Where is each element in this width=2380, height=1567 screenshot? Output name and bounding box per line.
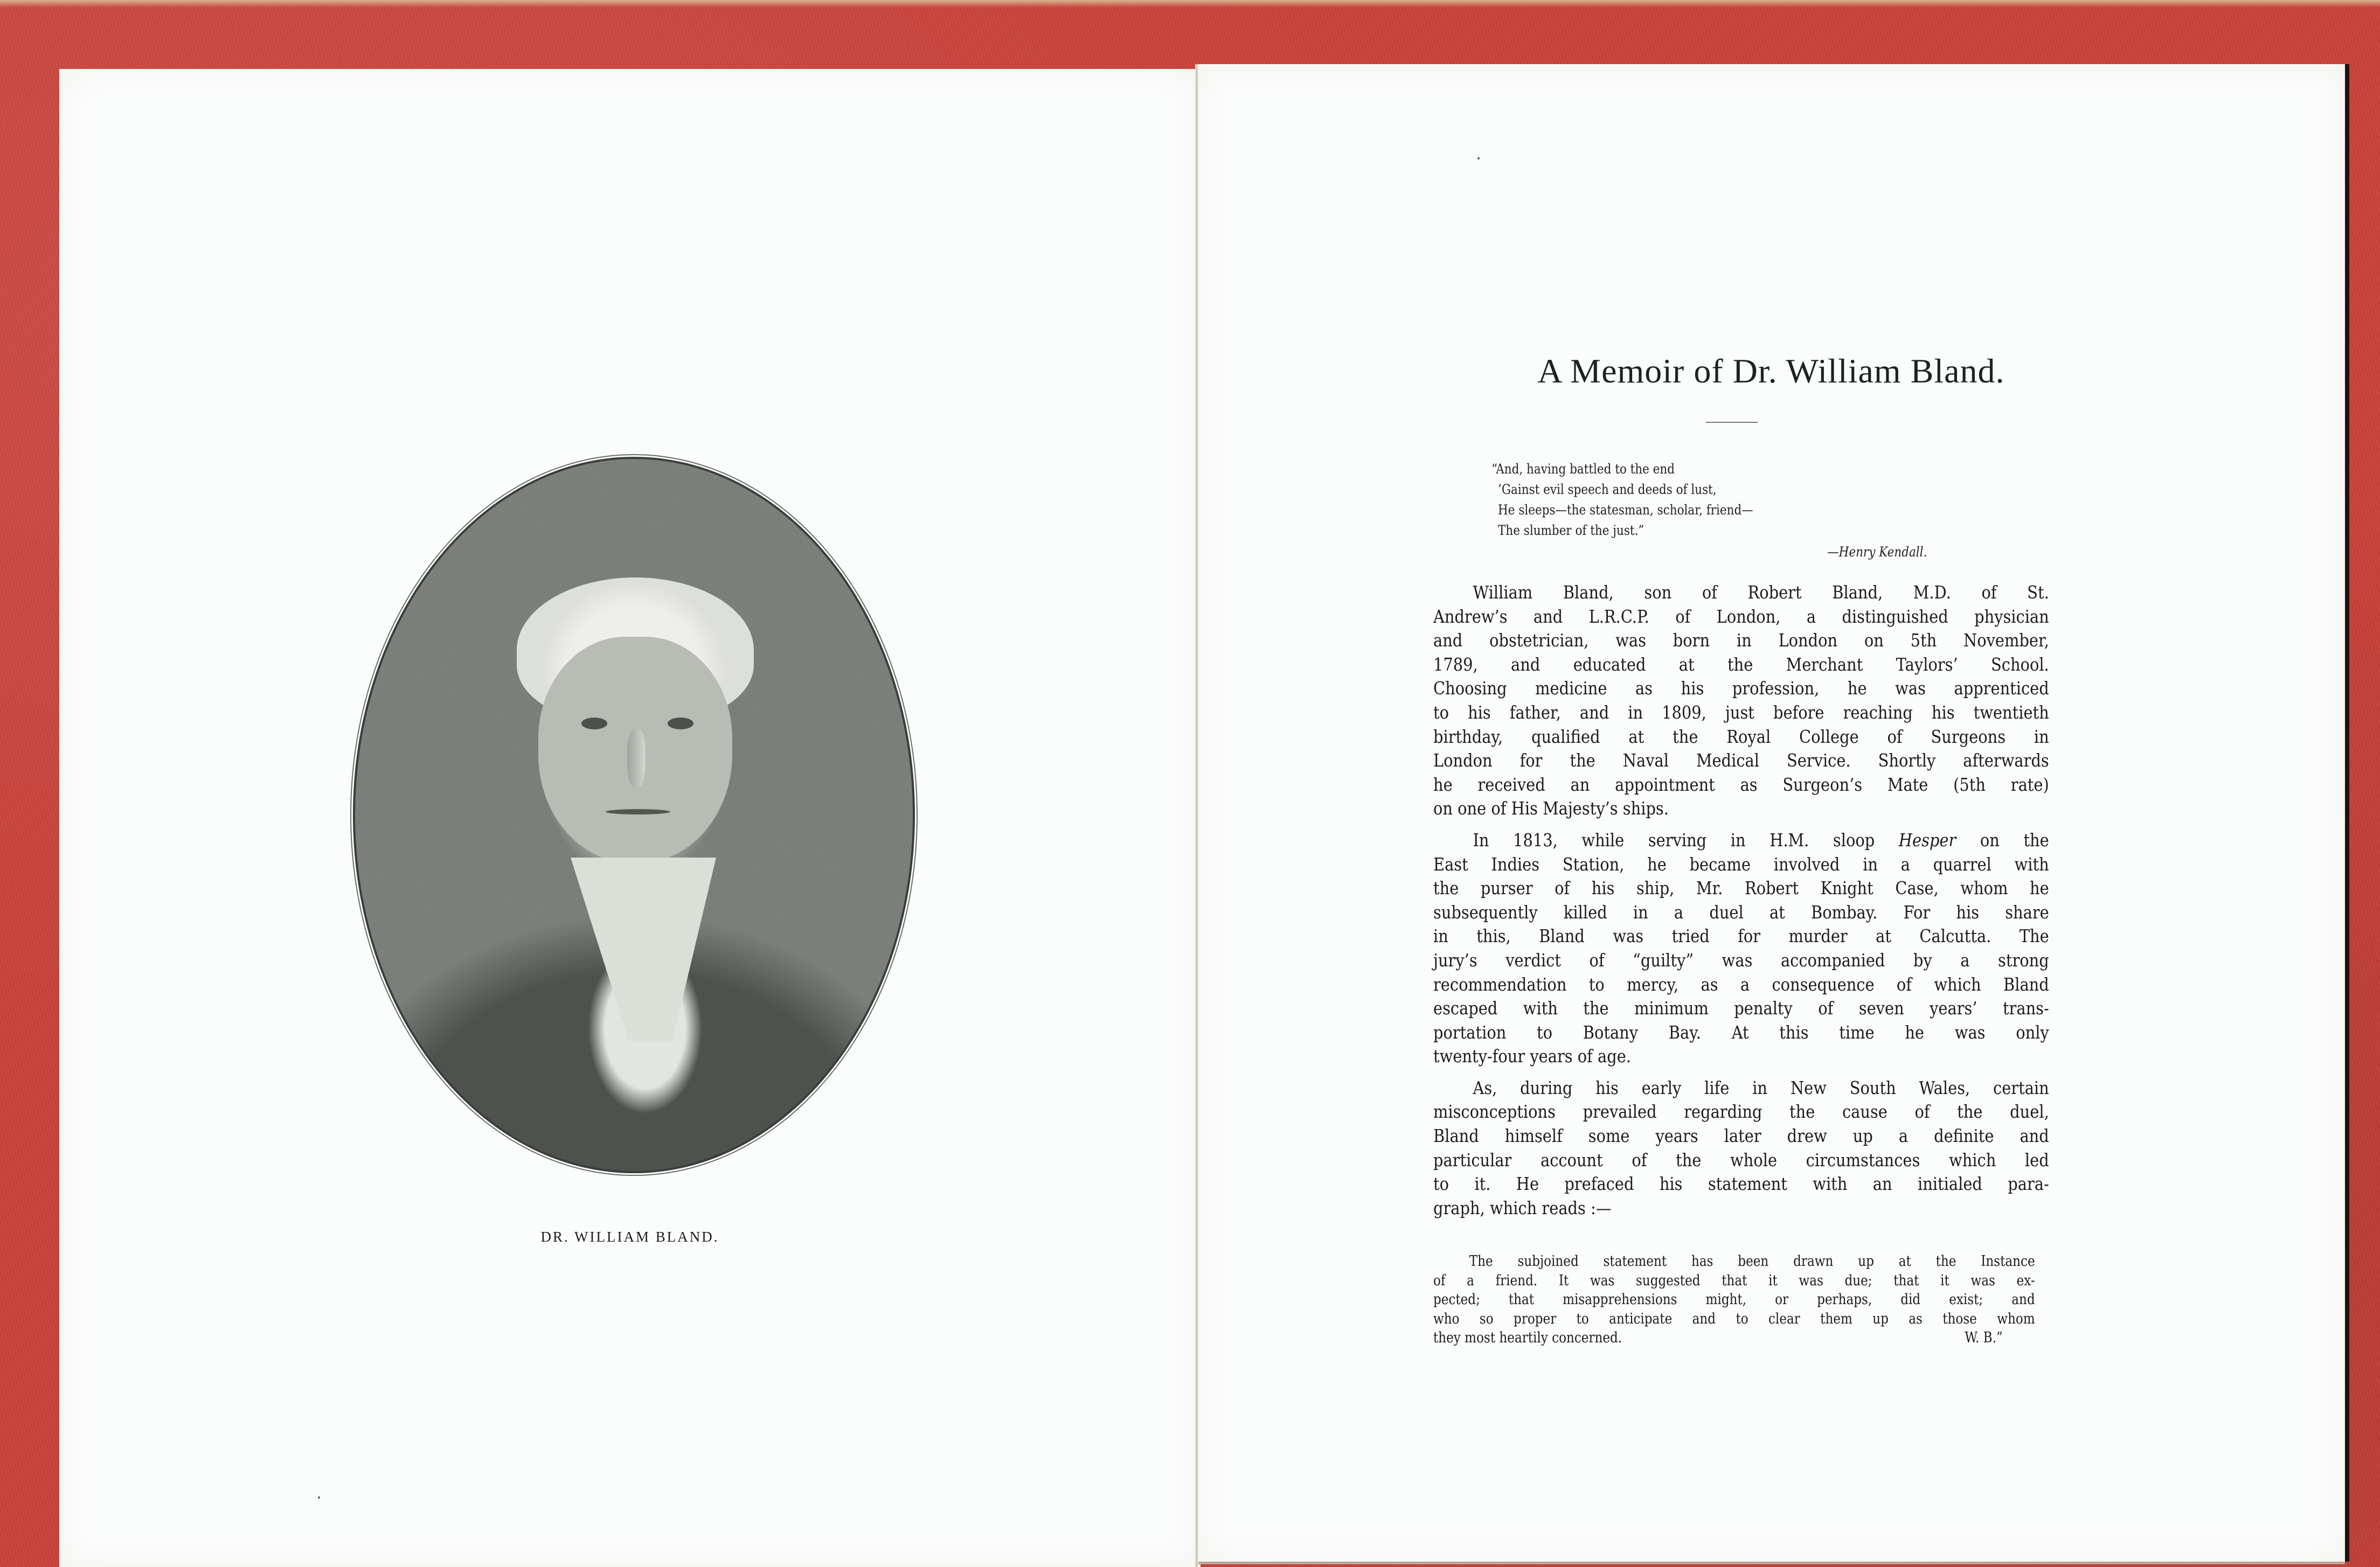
text-line: twenty-four years of age. [1433,1046,1631,1067]
paper-speck [318,1496,320,1499]
paper-speck [1477,157,1480,159]
portrait-collar [571,858,716,1041]
text-line: of a friend. It was suggested that it was due; that it was ex- [1433,1272,2035,1289]
text-line: in this, Bland was tried for murder at Calcutta. The [1433,925,2049,947]
portrait-nose [627,728,646,788]
portrait-eye-right [668,718,693,729]
text-line: Bland himself some years later drew up a definite and [1433,1125,2049,1147]
epigraph-attribution: —Henry Kendall. [1827,544,1927,560]
text-line: misconceptions prevailed regarding the cause of the duel, [1433,1101,2049,1123]
text-line: William Bland, son of Robert Bland, M.D. of St. [1473,582,2049,603]
title-divider [1706,422,1758,423]
text-line: particular account of the whole circumstances which led [1433,1149,2049,1171]
signature: W. B.” [1965,1329,2003,1346]
text-line: who so proper to anticipate and to clear them up as those whom [1433,1310,2035,1327]
text-line: Andrew’s and L.R.C.P. of London, a distinguished physician [1433,605,2049,627]
text-line: graph, which reads :— [1433,1197,1612,1218]
portrait-image [353,457,915,1173]
portrait-mouth [606,809,670,814]
text-line [1433,828,2049,853]
text-line: and obstetrician, was born in London on 5th November, [1433,630,2049,651]
text-line: to his father, and in 1809, just before reaching his twentieth [1433,701,2049,723]
text-line: jury’s verdict of “guilty” was accompanied by a strong [1433,949,2049,971]
text-line: birthday, qualified at the Royal College of Surgeons in [1433,726,2049,747]
text-line: 1789, and educated at the Merchant Taylors’ School. [1433,653,2049,675]
text-line: to it. He prefaced his statement with an initialed para- [1433,1173,2049,1195]
text-line: As, during his early life in New South Wales, certain [1473,1077,2049,1098]
quoted-statement [1433,1252,2035,1348]
paragraph-3 [1433,1076,2049,1221]
portrait-caption: DR. WILLIAM BLAND. [540,1229,719,1245]
text-line: The subjoined statement has been drawn up at the Instance [1469,1253,2035,1270]
memoir-body [1433,581,2049,1228]
text-line: London for the Naval Medical Service. Shortly afterwards [1433,750,2049,771]
epigraph-line: The slumber of the just.” [1498,523,1645,538]
text-line: escaped with the minimum penalty of seven years’ trans- [1433,998,2049,1019]
epigraph-line: He sleeps—the statesman, scholar, friend— [1498,502,1753,518]
text-line: subsequently killed in a duel at Bombay. For his share [1433,901,2049,923]
text-fragment: they most heartily concerned. [1433,1329,1622,1346]
paragraph-2 [1433,828,2049,1069]
epigraph-line: ’Gainst evil speech and deeds of lust, [1498,482,1717,497]
ship-name: Hesper [1898,829,1956,851]
text-line: portation to Botany Bay. At this time he was only [1433,1021,2049,1043]
text-line [1433,1328,2035,1348]
page-title: A Memoir of Dr. William Bland. [1537,352,2005,390]
text-line: Choosing medicine as his profession, he was apprenticed [1433,678,2049,699]
text-line: pected; that misapprehensions might, or perhaps, did exist; and [1433,1291,2035,1308]
text-fragment: In 1813, while serving in H.M. sloop [1473,829,1899,851]
cover-worn-edge [0,0,2380,8]
text-line: East Indies Station, he became involved in a quarrel with [1433,853,2049,875]
text-line: recommendation to mercy, as a consequence of which Bland [1433,973,2049,995]
text-line: on one of His Majesty’s ships. [1433,798,1669,819]
epigraph [1491,459,1927,562]
portrait-eye-left [581,718,607,729]
text-line: he received an appointment as Surgeon’s Mate (5th rate) [1433,774,2049,795]
text-fragment: on the [1956,829,2049,851]
book-gutter [1195,64,1198,1567]
epigraph-line: “And, having battled to the end [1491,461,1675,477]
text-line: the purser of his ship, Mr. Robert Knight Case, whom he [1433,877,2049,899]
paragraph-1 [1433,581,2049,821]
